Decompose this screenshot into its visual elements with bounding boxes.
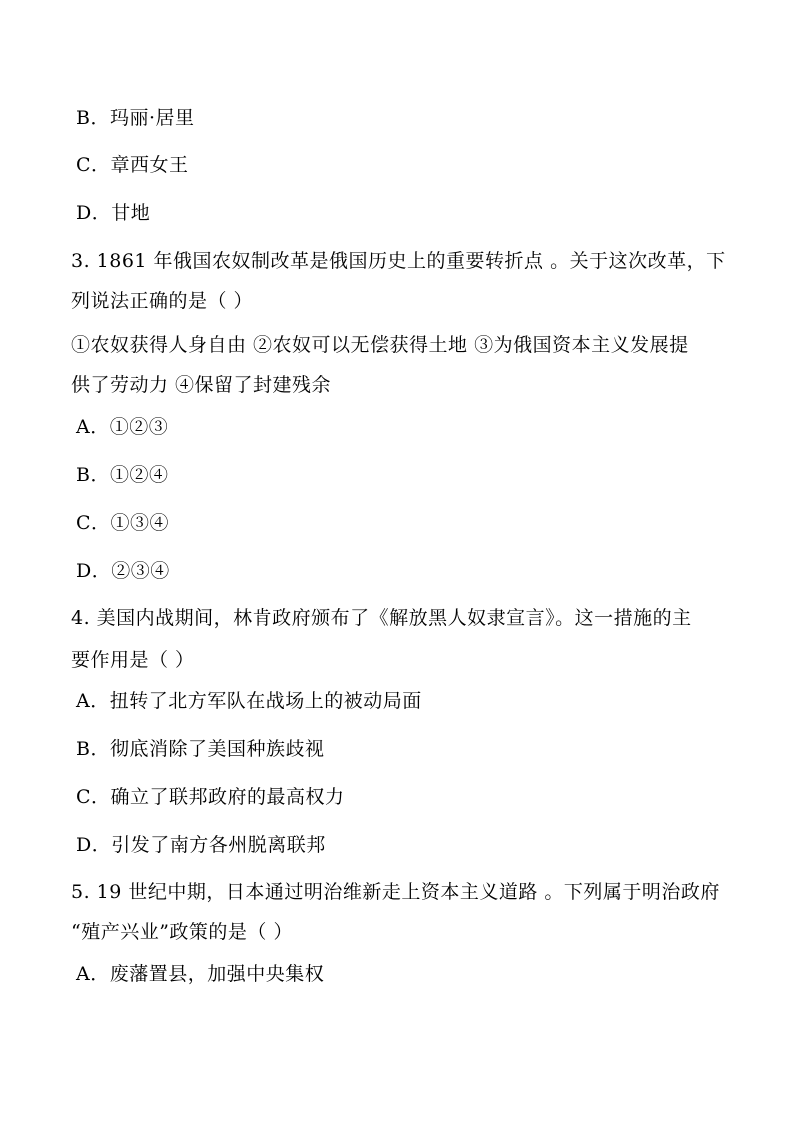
q4-option-c: C．确立了联邦政府的最高权力 bbox=[76, 786, 345, 808]
q4-option-d: D．引发了南方各州脱离联邦 bbox=[76, 834, 326, 856]
q5-option-a: A．废藩置县，加强中央集权 bbox=[76, 963, 325, 985]
q4-option-a: A．扭转了北方军队在战场上的被动局面 bbox=[76, 690, 422, 712]
q3-items-line-2: 供了劳动力 ④保留了封建残余 bbox=[71, 374, 332, 396]
q2-option-c: C．章西女王 bbox=[76, 154, 189, 176]
q4-option-b: B．彻底消除了美国种族歧视 bbox=[76, 738, 325, 760]
q5-stem-line-2: “殖产兴业”政策的是（ ） bbox=[71, 921, 293, 943]
q3-option-a: A．①②③ bbox=[76, 416, 169, 438]
q2-option-b: B．玛丽·居里 bbox=[76, 107, 195, 129]
q3-option-d: D．②③④ bbox=[76, 560, 170, 582]
q4-stem-line-2: 要作用是（ ） bbox=[71, 649, 195, 671]
q4-stem-line-1: 4. 美国内战期间，林肯政府颁布了《解放黑人奴隶宣言》。这一措施的主 bbox=[71, 607, 692, 629]
q3-option-c: C．①③④ bbox=[76, 512, 170, 534]
q5-stem-line-1: 5. 19 世纪中期，日本通过明治维新走上资本主义道路 。下列属于明治政府 bbox=[71, 881, 720, 903]
q2-option-d: D．甘地 bbox=[76, 202, 151, 224]
q3-stem-line-2: 列说法正确的是（ ） bbox=[71, 290, 254, 312]
q3-option-b: B．①②④ bbox=[76, 464, 169, 486]
q3-items-line-1: ①农奴获得人身自由 ②农奴可以无偿获得土地 ③为俄国资本主义发展提 bbox=[71, 334, 689, 356]
q3-stem-line-1: 3. 1861 年俄国农奴制改革是俄国历史上的重要转折点 。关于这次改革，下 bbox=[71, 250, 726, 272]
